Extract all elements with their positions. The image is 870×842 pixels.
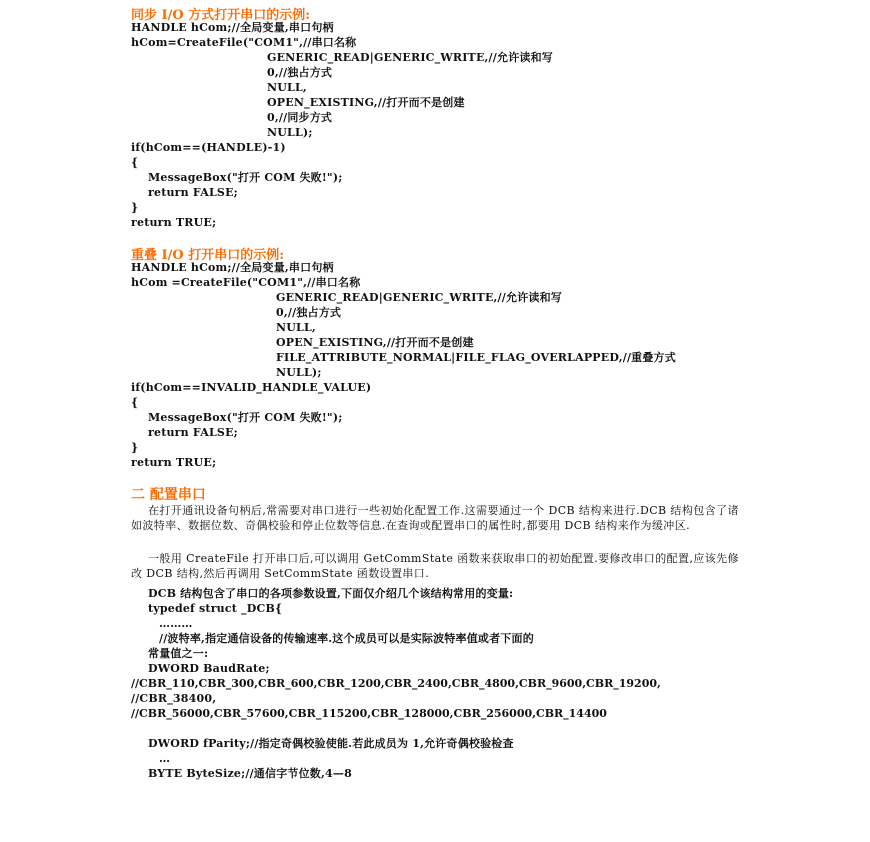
code-line: return FALSE; — [148, 186, 238, 199]
code-line: 0,//独占方式 — [276, 306, 342, 319]
config-paragraph-1: 在打开通讯设备句柄后,常需要对串口进行一些初始化配置工作.这需要通过一个 DCB 结构来进行.DCB 结构包含了诸如波特率、数据位数、奇偶校验和停止位数等信息.在查询或配置串口的属性时,都要用 DCB 结构来作为缓冲区. — [131, 504, 739, 532]
code-line: return TRUE; — [131, 216, 217, 229]
code-line: 0,//同步方式 — [267, 111, 333, 124]
code-line: if(hCom==INVALID_HANDLE_VALUE) — [131, 381, 372, 394]
code-line: DCB 结构包含了串口的各项参数设置,下面仅介绍几个该结构常用的变量: — [148, 587, 514, 600]
code-line: HANDLE hCom;//全局变量,串口句柄 — [131, 21, 334, 34]
code-line: HANDLE hCom;//全局变量,串口句柄 — [131, 261, 334, 274]
code-line: NULL, — [276, 321, 316, 334]
code-line: 0,//独占方式 — [267, 66, 333, 79]
code-line: //CBR_56000,CBR_57600,CBR_115200,CBR_128000,CBR_256000,CBR_14400 — [131, 707, 607, 720]
sync-io-heading: 同步 I/O 方式打开串口的示例: — [131, 8, 311, 23]
config-heading: 二 配置串口 — [131, 487, 206, 503]
code-line: //波特率,指定通信设备的传输速率.这个成员可以是实际波特率值或者下面的 — [159, 632, 534, 645]
code-line: hCom=CreateFile("COM1",//串口名称 — [131, 36, 357, 49]
code-line: if(hCom==(HANDLE)-1) — [131, 141, 286, 154]
code-line: GENERIC_READ|GENERIC_WRITE,//允许读和写 — [276, 291, 562, 304]
code-line: NULL, — [267, 81, 307, 94]
code-line: typedef struct _DCB{ — [148, 602, 283, 615]
code-line: } — [131, 441, 139, 454]
code-line: return TRUE; — [131, 456, 217, 469]
code-line: OPEN_EXISTING,//打开而不是创建 — [267, 96, 465, 109]
code-line: MessageBox("打开 COM 失败!"); — [148, 411, 343, 424]
code-line: NULL); — [276, 366, 322, 379]
config-paragraph-2: 一般用 CreateFile 打开串口后,可以调用 GetCommState 函数来获取串口的初始配置.要修改串口的配置,应该先修改 DCB 结构,然后再调用 SetCommState 函数设置串口. — [131, 552, 739, 580]
code-line: … — [159, 752, 171, 765]
code-line: { — [131, 156, 139, 169]
code-line: hCom =CreateFile("COM1",//串口名称 — [131, 276, 361, 289]
code-line: 常量值之一: — [148, 647, 209, 660]
code-line: GENERIC_READ|GENERIC_WRITE,//允许读和写 — [267, 51, 553, 64]
code-line: BYTE ByteSize;//通信字节位数,4—8 — [148, 767, 352, 780]
code-line: return FALSE; — [148, 426, 238, 439]
code-line: MessageBox("打开 COM 失败!"); — [148, 171, 343, 184]
code-line: { — [131, 396, 139, 409]
code-line: //CBR_38400, — [131, 692, 217, 705]
code-line: OPEN_EXISTING,//打开而不是创建 — [276, 336, 474, 349]
code-line: //CBR_110,CBR_300,CBR_600,CBR_1200,CBR_2400,CBR_4800,CBR_9600,CBR_19200, — [131, 677, 661, 690]
code-line: } — [131, 201, 139, 214]
code-line: DWORD BaudRate; — [148, 662, 270, 675]
code-line: FILE_ATTRIBUTE_NORMAL|FILE_FLAG_OVERLAPPED,//重叠方式 — [276, 351, 676, 364]
code-line: NULL); — [267, 126, 313, 139]
overlapped-io-heading: 重叠 I/O 打开串口的示例: — [131, 248, 285, 263]
code-line: DWORD fParity;//指定奇偶校验使能.若此成员为 1,允许奇偶校验检查 — [148, 737, 514, 750]
code-line: ……… — [159, 617, 193, 630]
